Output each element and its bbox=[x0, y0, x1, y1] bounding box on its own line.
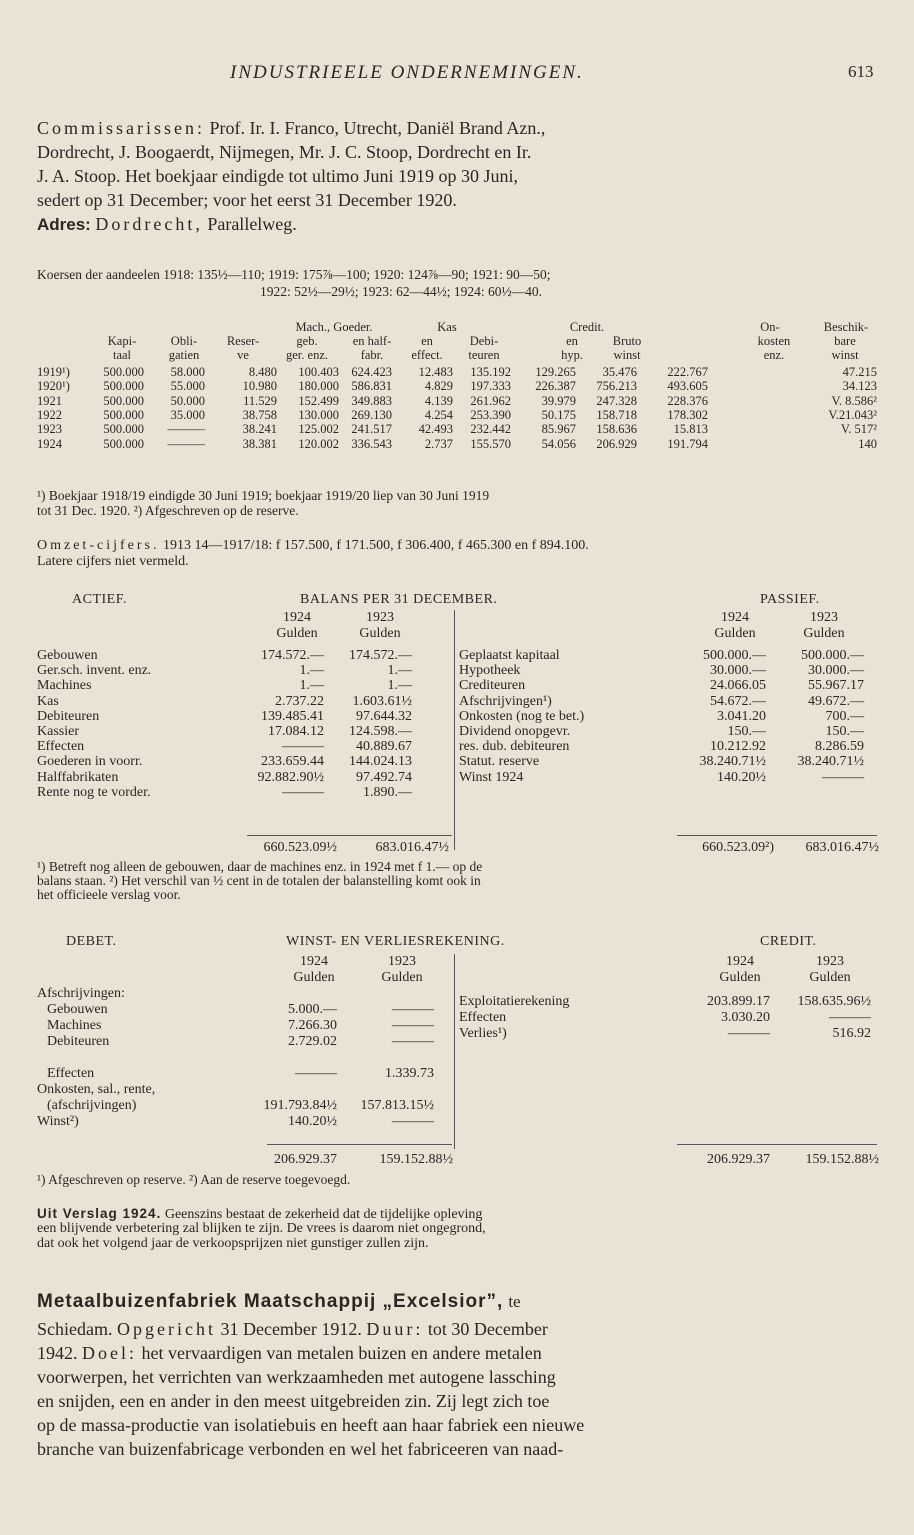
wv-credit-label: Exploitatierekening bbox=[459, 994, 570, 1009]
verslag-line-2: een blijvende verbetering zal blijken te zijn. De vrees is daarom niet ongegrond, bbox=[37, 1221, 486, 1236]
duur-label: Duur: bbox=[366, 1319, 424, 1339]
balans-passief-label: Crediteuren bbox=[459, 678, 526, 694]
wv-debet-1923: 157.813.15½ bbox=[360, 1098, 434, 1113]
table1-value-cell: 38.241 bbox=[242, 422, 277, 437]
balans-passief-label: Geplaatst kapitaal bbox=[459, 648, 560, 663]
balans-passief-1923: 8.286.59 bbox=[815, 739, 864, 755]
excelsior-city: Schiedam. bbox=[37, 1319, 113, 1339]
balans-total-actief-1923: 683.016.47½ bbox=[375, 840, 449, 855]
balans-actief-1923: 97.492.74 bbox=[356, 769, 412, 785]
table1-value-cell: 8.480 bbox=[248, 365, 277, 379]
wv-total-debet-1923: 159.152.88½ bbox=[379, 1152, 453, 1167]
table1-header-1-cell: On- bbox=[760, 320, 780, 334]
balans-passief-1924: 150.— bbox=[727, 724, 766, 739]
wv-debet-label: Debiteuren bbox=[47, 1034, 110, 1049]
table1-value-cell: 493.605 bbox=[667, 379, 708, 394]
balans-year-left-2: 1923 bbox=[366, 610, 394, 625]
table1-header-2-cell: en bbox=[421, 334, 433, 348]
duur-value: tot 30 December bbox=[427, 1319, 548, 1339]
wv-total-rule-right bbox=[677, 1144, 877, 1145]
table1-value-cell: 100.403 bbox=[298, 365, 339, 379]
intro-line-1 bbox=[37, 117, 879, 140]
verslag-label: Uit Verslag 1924. bbox=[37, 1206, 162, 1221]
table1-header-3-cell: hyp. bbox=[561, 348, 583, 362]
table1-header-2-cell: Kapi- bbox=[107, 334, 137, 348]
table1-header-2-cell: en bbox=[566, 334, 578, 348]
table1-year-cell: 1920¹) bbox=[37, 379, 70, 394]
table1-header-2-cell: Debi- bbox=[469, 334, 499, 348]
balans-passief-1924: 38.240.71½ bbox=[699, 754, 766, 770]
opgericht-label: Opgericht bbox=[116, 1319, 216, 1339]
table1-header-1-cell: Kas bbox=[437, 320, 457, 334]
balans-passief-label: Afschrijvingen¹) bbox=[459, 693, 552, 709]
table1-value-cell: ——— bbox=[167, 422, 205, 437]
excelsior-line-3: voorwerpen, het verrichten van werkzaamheden met autogene lassching bbox=[37, 1367, 556, 1387]
running-header bbox=[0, 62, 914, 86]
table1-value-cell: 206.929 bbox=[596, 436, 637, 451]
passief-heading: PASSIEF. bbox=[760, 592, 820, 607]
table1-value-cell: ——— bbox=[167, 436, 205, 451]
wv-debet-label: Winst²) bbox=[37, 1114, 79, 1129]
wv-unit-left-1: Gulden bbox=[293, 970, 335, 985]
table1-value-cell: 586.831 bbox=[351, 379, 392, 394]
balans-passief-label: Hypotheek bbox=[459, 663, 521, 679]
table1-header-3-cell: winst bbox=[831, 348, 859, 362]
table1-value-cell: V. 517² bbox=[840, 422, 877, 437]
balans-actief-label: Machines bbox=[37, 678, 92, 694]
balans-passief-1923: 49.672.— bbox=[808, 693, 864, 709]
balans-passief-label: Statut. reserve bbox=[459, 754, 540, 770]
balans-actief-1924: 17.084.12 bbox=[268, 724, 324, 739]
balans-actief-label: Halffabrikaten bbox=[37, 769, 119, 785]
table1-value-cell: 55.000 bbox=[170, 379, 205, 394]
table1-value-cell: 228.376 bbox=[667, 393, 708, 408]
wv-debet-label: Machines bbox=[47, 1018, 102, 1033]
commissarissen-text: Prof. Ir. I. Franco, Utrecht, Daniël Brand Azn., bbox=[209, 118, 546, 138]
wv-footnote: ¹) Afgeschreven op reserve. ²) Aan de reserve toegevoegd. bbox=[37, 1172, 351, 1187]
balans-actief-1924: 139.485.41 bbox=[261, 708, 324, 724]
balans-actief-label: Debiteuren bbox=[37, 708, 100, 724]
balans-passief-label: res. dub. debiteuren bbox=[459, 739, 570, 755]
balans-actief-1923: 124.598.— bbox=[349, 724, 412, 739]
table1-footnote-2: tot 31 Dec. 1920. ²) Afgeschreven op de reserve. bbox=[37, 503, 299, 518]
duur-year: 1942. bbox=[37, 1343, 78, 1363]
wv-credit-1924: 3.030.20 bbox=[721, 1010, 770, 1025]
omzet-label: Omzet-cijfers. bbox=[37, 538, 160, 553]
balans-actief-1923: 1.603.61½ bbox=[352, 693, 412, 709]
table1-value-cell: 500.000 bbox=[103, 407, 144, 422]
table1-year-cell: 1919¹) bbox=[37, 365, 70, 379]
table1-value-cell: 58.000 bbox=[170, 365, 205, 379]
excelsior-line-5: op de massa-productie van isolatiebuis en heeft aan haar fabriek een nieuwe bbox=[37, 1415, 585, 1435]
wv-year-right-2: 1923 bbox=[816, 954, 844, 969]
balans-actief-1923: 1.890.— bbox=[363, 784, 412, 800]
wv-year-left-2: 1923 bbox=[388, 954, 416, 969]
table1-value-cell: 120.002 bbox=[298, 436, 339, 451]
table1-header-3-cell: effect. bbox=[411, 348, 443, 362]
balans-actief-label: Goederen in voorr. bbox=[37, 754, 143, 770]
table1-header-3-cell: enz. bbox=[763, 348, 785, 362]
wv-debet-1924: 7.266.30 bbox=[288, 1018, 337, 1033]
balans-total-rule-right bbox=[677, 835, 877, 836]
page-number: 613 bbox=[848, 62, 874, 81]
balans-unit-left-2: Gulden bbox=[359, 626, 401, 641]
table1-value-cell: 4.139 bbox=[424, 393, 453, 408]
balans-unit-right-1: Gulden bbox=[714, 626, 756, 641]
table1-header-2-cell: en half- bbox=[352, 334, 392, 348]
table1-header-3-cell: fabr. bbox=[360, 348, 384, 362]
balans-actief-1923: 144.024.13 bbox=[349, 754, 412, 770]
koersen-line-1: Koersen der aandeelen 1918: 135½—110; 1919: 175⅞—100; 1920: 124⅞—90; 1921: 90—50; bbox=[37, 267, 551, 282]
table1-header-2-cell: kosten bbox=[757, 334, 791, 348]
balans-actief-1923: 97.644.32 bbox=[356, 708, 412, 724]
table1-value-cell: 152.499 bbox=[298, 393, 339, 408]
table1-value-cell: 197.333 bbox=[470, 379, 511, 394]
table1-header-2-cell: Bruto bbox=[612, 334, 642, 348]
wv-debet-label: Effecten bbox=[47, 1066, 95, 1081]
wv-total-credit-1924: 206.929.37 bbox=[707, 1152, 770, 1167]
table1-value-cell: 47.215 bbox=[842, 365, 877, 379]
wv-debet-label: Onkosten, sal., rente, bbox=[37, 1082, 156, 1097]
table1-year-cell: 1921 bbox=[37, 393, 62, 408]
balans-actief-label: Ger.sch. invent. enz. bbox=[37, 663, 152, 679]
excelsior-company-name: Metaalbuizenfabriek Maatschappij „Excelsior”, bbox=[37, 1291, 504, 1312]
balans-year-right-1: 1924 bbox=[721, 610, 749, 625]
table1-value-cell: 336.543 bbox=[351, 436, 392, 451]
table1-value-cell: V.21.043² bbox=[828, 407, 877, 422]
table1-value-cell: 191.794 bbox=[667, 436, 708, 451]
table1-value-cell: V. 8.586² bbox=[831, 393, 877, 408]
table1-value-cell: 35.476 bbox=[602, 365, 637, 379]
table1-value-cell: 178.302 bbox=[667, 407, 708, 422]
table1-value-cell: 4.829 bbox=[424, 379, 453, 394]
balans-footnote-1: ¹) Betreft nog alleen de gebouwen, daar de machines enz. in 1924 met f 1.— op de bbox=[37, 859, 483, 874]
table1-header-2-cell: geb. bbox=[296, 334, 318, 348]
table1-value-cell: 129.265 bbox=[535, 365, 576, 379]
koersen-line-2: 1922: 52½—29½; 1923: 62—44½; 1924: 60½—40. bbox=[260, 284, 543, 299]
balans-passief-1924: 140.20½ bbox=[717, 769, 766, 785]
table1-value-cell: 155.570 bbox=[470, 436, 511, 451]
balans-passief-label: Winst 1924 bbox=[459, 769, 524, 785]
wv-title: WINST- EN VERLIESREKENING. bbox=[286, 934, 505, 949]
table1-value-cell: 135.192 bbox=[470, 365, 511, 379]
balans-unit-right-2: Gulden bbox=[803, 626, 845, 641]
table1-header-3-cell: ger. enz. bbox=[286, 348, 328, 362]
balans-actief-1924: ——— bbox=[282, 739, 324, 755]
wv-unit-right-2: Gulden bbox=[809, 970, 851, 985]
credit-heading: CREDIT. bbox=[760, 934, 817, 949]
balans-total-passief-1924: 660.523.09²) bbox=[702, 840, 774, 855]
balans-actief-1924: 1.— bbox=[299, 678, 324, 694]
adres-label: Adres: bbox=[37, 215, 91, 234]
wv-total-credit-1923: 159.152.88½ bbox=[805, 1152, 879, 1167]
intro-line-3: J. A. Stoop. Het boekjaar eindigde tot ultimo Juni 1919 op 30 Juni, bbox=[37, 166, 518, 186]
table1-header-3-cell: gatien bbox=[168, 348, 200, 362]
table1-year-cell: 1922 bbox=[37, 407, 62, 422]
balans-actief-1924: ——— bbox=[282, 784, 324, 800]
balans-divider bbox=[454, 610, 455, 850]
table1-value-cell: 50.175 bbox=[541, 407, 576, 422]
table1-header-3-cell: winst bbox=[613, 348, 641, 362]
excelsior-title-line bbox=[37, 1290, 879, 1313]
wv-total-debet-1924: 206.929.37 bbox=[274, 1152, 337, 1167]
balans-actief-label: Kassier bbox=[37, 724, 79, 739]
balans-actief-1923: 40.889.67 bbox=[356, 739, 412, 755]
table1-value-cell: 349.883 bbox=[351, 393, 392, 408]
financial-history-table bbox=[37, 320, 882, 505]
intro-line-2: Dordrecht, J. Boogaerdt, Nijmegen, Mr. J. C. Stoop, Dordrecht en Ir. bbox=[37, 142, 532, 162]
balans-table bbox=[37, 610, 882, 860]
table1-value-cell: 11.529 bbox=[243, 393, 277, 408]
table1-value-cell: 500.000 bbox=[103, 365, 144, 379]
wv-year-right-1: 1924 bbox=[726, 954, 754, 969]
balans-passief-1924: 500.000.— bbox=[703, 648, 766, 663]
wv-credit-1924: 203.899.17 bbox=[707, 994, 770, 1009]
balans-actief-1924: 2.737.22 bbox=[275, 693, 324, 709]
wv-debet-1924: 140.20½ bbox=[288, 1114, 337, 1129]
wv-debet-1924: 191.793.84½ bbox=[263, 1098, 337, 1113]
verslag-text-1: Geenszins bestaat de zekerheid dat de tijdelijke opleving bbox=[164, 1207, 483, 1222]
wv-divider bbox=[454, 954, 455, 1149]
wv-credit-1923: ——— bbox=[829, 1010, 871, 1025]
balans-passief-1924: 10.212.92 bbox=[710, 739, 766, 755]
table1-value-cell: 12.483 bbox=[418, 365, 453, 379]
table1-header-2-cell: bare bbox=[834, 334, 856, 348]
wv-debet-1923: ——— bbox=[392, 1114, 434, 1129]
doel-text: het vervaardigen van metalen buizen en andere metalen bbox=[141, 1343, 542, 1363]
running-title: INDUSTRIEELE ONDERNEMINGEN. bbox=[230, 62, 584, 83]
table1-value-cell: 158.636 bbox=[596, 422, 637, 437]
table1-value-cell: 38.758 bbox=[242, 407, 277, 422]
opgericht-date: 31 December 1912. bbox=[220, 1319, 362, 1339]
table1-value-cell: 500.000 bbox=[103, 393, 144, 408]
balans-actief-1924: 174.572.— bbox=[261, 648, 324, 663]
table1-value-cell: 158.718 bbox=[596, 407, 637, 422]
wv-debet-1923: ——— bbox=[392, 1002, 434, 1017]
excelsior-line-2 bbox=[37, 1342, 879, 1365]
balans-actief-label: Effecten bbox=[37, 739, 85, 755]
table1-value-cell: 500.000 bbox=[103, 422, 144, 437]
table1-header-1-cell: Mach., Goeder. bbox=[295, 320, 373, 334]
table1-value-cell: 42.493 bbox=[418, 422, 453, 437]
wv-table bbox=[37, 954, 882, 1174]
table1-header-2-cell: Reser- bbox=[226, 334, 260, 348]
balans-passief-label: Dividend onopgevr. bbox=[459, 724, 571, 739]
balans-passief-1923: ——— bbox=[822, 769, 864, 785]
excelsior-line-6: branche van buizenfabricage verbonden en wel het fabriceeren van naad- bbox=[37, 1439, 564, 1459]
wv-credit-1923: 158.635.96½ bbox=[797, 994, 871, 1009]
actief-heading: ACTIEF. bbox=[72, 592, 127, 607]
table1-value-cell: 253.390 bbox=[470, 407, 511, 422]
excelsior-te: te bbox=[508, 1292, 521, 1311]
table1-value-cell: 624.423 bbox=[351, 365, 392, 379]
wv-credit-1923: 516.92 bbox=[832, 1026, 871, 1041]
balans-year-left-1: 1924 bbox=[283, 610, 311, 625]
wv-debet-label: (afschrijvingen) bbox=[47, 1098, 137, 1113]
table1-header-3-cell: teuren bbox=[468, 348, 500, 362]
balans-total-actief-1924: 660.523.09½ bbox=[263, 840, 337, 855]
balans-actief-label: Kas bbox=[37, 693, 59, 709]
balans-footnote-2: balans staan. ²) Het verschil van ½ cent in de totalen der balanstelling komt ook in bbox=[37, 873, 481, 888]
table1-value-cell: 247.328 bbox=[596, 393, 637, 408]
verslag-line-1 bbox=[37, 1206, 882, 1222]
wv-debet-label: Afschrijvingen: bbox=[37, 986, 125, 1001]
wv-debet-1924: 5.000.— bbox=[288, 1002, 337, 1017]
balans-passief-1923: 700.— bbox=[825, 708, 864, 724]
wv-credit-label: Verlies¹) bbox=[459, 1026, 507, 1041]
table1-value-cell: 35.000 bbox=[170, 407, 205, 422]
table1-value-cell: 50.000 bbox=[170, 393, 205, 408]
table1-header-2-cell: Obli- bbox=[170, 334, 198, 348]
table1-value-cell: 232.442 bbox=[470, 422, 511, 437]
omzet-line-2: Latere cijfers niet vermeld. bbox=[37, 554, 189, 569]
excelsior-line-1 bbox=[37, 1318, 879, 1341]
table1-value-cell: 4.254 bbox=[424, 407, 453, 422]
table1-year-cell: 1924 bbox=[37, 436, 62, 451]
balans-footnote-3: het officieele verslag voor. bbox=[37, 887, 181, 902]
balans-passief-1923: 38.240.71½ bbox=[797, 754, 864, 770]
table1-header-1-cell: Beschik- bbox=[823, 320, 869, 334]
table1-value-cell: 261.962 bbox=[470, 393, 511, 408]
wv-debet-1924: ——— bbox=[295, 1066, 337, 1081]
table1-value-cell: 15.813 bbox=[673, 422, 708, 437]
table1-value-cell: 269.130 bbox=[351, 407, 392, 422]
wv-debet-1924: 2.729.02 bbox=[288, 1034, 337, 1049]
balans-title: BALANS PER 31 DECEMBER. bbox=[300, 592, 498, 607]
table1-value-cell: 39.979 bbox=[541, 393, 576, 408]
balans-passief-1923: 30.000.— bbox=[808, 663, 864, 679]
intro-line-4: sedert op 31 December; voor het eerst 31 December 1920. bbox=[37, 190, 457, 210]
balans-actief-1923: 1.— bbox=[387, 663, 412, 679]
wv-total-rule-left bbox=[267, 1144, 452, 1145]
wv-debet-1923: 1.339.73 bbox=[385, 1066, 434, 1081]
table1-header-1-cell: Credit. bbox=[569, 320, 605, 334]
wv-year-left-1: 1924 bbox=[300, 954, 328, 969]
commissarissen-label: Commissarissen: bbox=[37, 118, 206, 138]
balans-total-passief-1923: 683.016.47½ bbox=[805, 840, 879, 855]
balans-passief-label: Onkosten (nog te bet.) bbox=[459, 708, 585, 724]
wv-credit-1924: ——— bbox=[728, 1026, 770, 1041]
excelsior-line-4: en snijden, een en ander in den meest uitgebreiden zin. Zij legt zich toe bbox=[37, 1391, 550, 1411]
table1-value-cell: 10.980 bbox=[242, 379, 277, 394]
balans-actief-label: Gebouwen bbox=[37, 648, 98, 663]
balans-unit-left-1: Gulden bbox=[276, 626, 318, 641]
table1-value-cell: 130.000 bbox=[298, 407, 339, 422]
balans-passief-1923: 500.000.— bbox=[801, 648, 864, 663]
wv-debet-1923: ——— bbox=[392, 1034, 434, 1049]
adres-street: Parallelweg. bbox=[207, 214, 297, 234]
balans-actief-1923: 174.572.— bbox=[349, 648, 412, 663]
table1-value-cell: 85.967 bbox=[541, 422, 576, 437]
omzet-line-1 bbox=[37, 538, 882, 553]
adres-line bbox=[37, 213, 879, 236]
table1-value-cell: 2.737 bbox=[424, 436, 453, 451]
wv-unit-left-2: Gulden bbox=[381, 970, 423, 985]
wv-unit-right-1: Gulden bbox=[719, 970, 761, 985]
table1-header-3-cell: taal bbox=[112, 348, 132, 362]
balans-actief-1924: 92.882.90½ bbox=[257, 769, 324, 785]
table1-value-cell: 180.000 bbox=[298, 379, 339, 394]
balans-actief-1924: 233.659.44 bbox=[261, 754, 324, 770]
table1-value-cell: 241.517 bbox=[351, 422, 392, 437]
balans-actief-label: Rente nog te vorder. bbox=[37, 784, 151, 800]
table1-value-cell: 500.000 bbox=[103, 436, 144, 451]
table1-header-3-cell: ve bbox=[237, 348, 249, 362]
table1-value-cell: 38.381 bbox=[242, 436, 277, 451]
balans-year-right-2: 1923 bbox=[810, 610, 838, 625]
balans-passief-1924: 30.000.— bbox=[710, 663, 766, 679]
table1-value-cell: 756.213 bbox=[596, 379, 637, 394]
adres-city: Dordrecht, bbox=[95, 214, 203, 234]
omzet-values: 1913 14—1917/18: f 157.500, f 171.500, f 306.400, f 465.300 en f 894.100. bbox=[162, 538, 589, 553]
wv-debet-1923: ——— bbox=[392, 1018, 434, 1033]
balans-total-rule-left bbox=[247, 835, 452, 836]
doel-label: Doel: bbox=[82, 1343, 137, 1363]
balans-passief-1924: 3.041.20 bbox=[717, 708, 766, 724]
balans-passief-1924: 24.066.05 bbox=[710, 678, 766, 694]
table1-value-cell: 125.002 bbox=[298, 422, 339, 437]
wv-credit-label: Effecten bbox=[459, 1010, 507, 1025]
balans-actief-1923: 1.— bbox=[387, 678, 412, 694]
table1-value-cell: 226.387 bbox=[535, 379, 576, 394]
table1-year-cell: 1923 bbox=[37, 422, 62, 437]
verslag-line-3: dat ook het volgend jaar de verkoopsprijzen niet gunstiger zullen zijn. bbox=[37, 1236, 429, 1251]
table1-value-cell: 34.123 bbox=[842, 379, 877, 394]
debet-heading: DEBET. bbox=[66, 934, 117, 949]
balans-passief-1923: 150.— bbox=[825, 724, 864, 739]
table1-value-cell: 54.056 bbox=[541, 436, 576, 451]
balans-passief-1924: 54.672.— bbox=[710, 693, 766, 709]
table1-value-cell: 222.767 bbox=[667, 365, 708, 379]
table1-footnote-1: ¹) Boekjaar 1918/19 eindigde 30 Juni 1919; boekjaar 1919/20 liep van 30 Juni 1919 bbox=[37, 488, 490, 503]
balans-passief-1923: 55.967.17 bbox=[808, 678, 864, 694]
table1-value-cell: 140 bbox=[858, 436, 877, 451]
wv-debet-label: Gebouwen bbox=[47, 1002, 108, 1017]
balans-actief-1924: 1.— bbox=[299, 663, 324, 679]
table1-value-cell: 500.000 bbox=[103, 379, 144, 394]
